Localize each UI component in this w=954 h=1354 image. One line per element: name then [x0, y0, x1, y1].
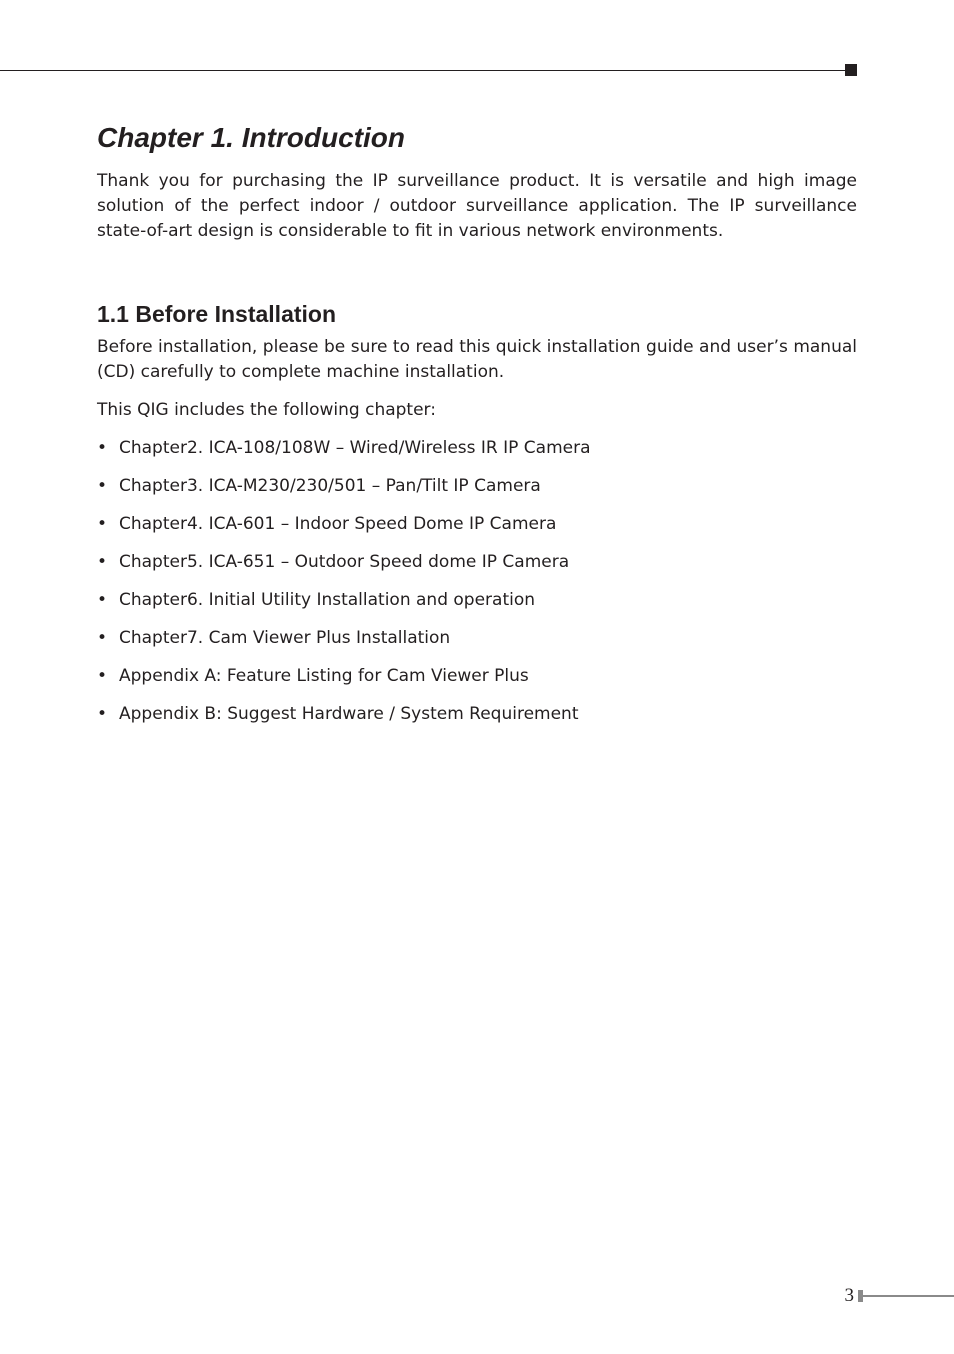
bullet-icon: • [97, 514, 108, 534]
intro-paragraph: Thank you for purchasing the IP surveillance product. It is versatile and high image solution of the perfect indoor / outdoor surveillance application. The IP surveillance state-of-art design is considerable to fit in various network environments. [97, 171, 857, 241]
header-rule [0, 70, 846, 71]
bullet-icon: • [97, 438, 108, 458]
bullet-icon: • [97, 666, 108, 686]
list-item [97, 550, 591, 588]
bullet-icon: • [97, 628, 108, 648]
list-item [97, 626, 591, 664]
bullet-icon: • [97, 590, 108, 610]
list-item-text: Chapter3. ICA-M230/230/501 – Pan/Tilt IP Camera [119, 476, 541, 496]
list-item-text: Chapter7. Cam Viewer Plus Installation [119, 628, 451, 648]
before-installation-paragraph: Before installation, please be sure to read this quick installation guide and user’s manual (CD) carefully to complete machine installation. [97, 337, 857, 382]
list-item-text: Chapter2. ICA-108/108W – Wired/Wireless IR IP Camera [119, 438, 591, 458]
chapter-title: Chapter 1. Introduction [97, 122, 405, 153]
list-item-text: Appendix B: Suggest Hardware / System Requirement [119, 704, 579, 724]
list-item [97, 702, 591, 740]
bullet-icon: • [97, 704, 108, 724]
bullet-icon: • [97, 552, 108, 572]
page-number: 3 [844, 1285, 854, 1306]
chapter-list [97, 436, 591, 740]
bullet-icon: • [97, 476, 108, 496]
list-item [97, 512, 591, 550]
list-item [97, 436, 591, 474]
section-title: 1.1 Before Installation [97, 301, 337, 327]
list-item [97, 664, 591, 702]
list-item-text: Chapter5. ICA-651 – Outdoor Speed dome IP Camera [119, 552, 570, 572]
list-item-text: Chapter4. ICA-601 – Indoor Speed Dome IP Camera [119, 514, 557, 534]
list-item-text: Chapter6. Initial Utility Installation and operation [119, 590, 536, 610]
list-item [97, 588, 591, 626]
header-square-marker [845, 64, 857, 76]
footer-rule [863, 1295, 954, 1297]
list-intro-paragraph: This QIG includes the following chapter: [97, 400, 436, 420]
list-item [97, 474, 591, 512]
list-item-text: Appendix A: Feature Listing for Cam Viewer Plus [119, 666, 529, 686]
